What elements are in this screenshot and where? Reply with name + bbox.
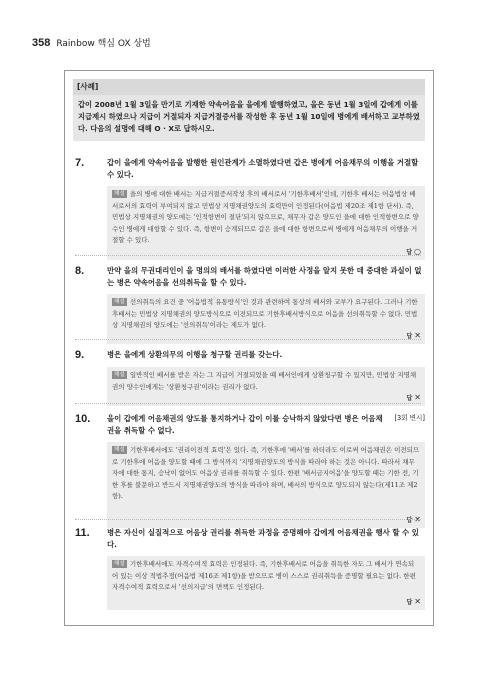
question-text-body: 을이 갑에게 어음채권의 양도를 통지하거나 갑이 이를 승낙하지 않았다면 병은 어음채권을 취득할 수 없다.: [107, 414, 383, 435]
answer-mark: ○: [414, 246, 421, 256]
case-title: [사례]: [73, 79, 425, 95]
answer-label: 답: [406, 332, 413, 340]
explanation-box: [107, 186, 425, 260]
explanation-text: 기한후배서에도 자격수여적 효력은 인정된다. 즉, 기한후배서로 어음을 취득한 자도 그 배서가 연속되어 있는 이상 적법추정(어음법 제16조 제1항)을 받으므로 병이 스스로 권리취득을 증명할 필요는 없다. 한편 자격수여적 효력으로서 '선의지급'의 면책도 인정된다.: [112, 560, 416, 591]
question-11: [75, 527, 425, 610]
answer-mark: ✕: [414, 392, 421, 402]
case-box: [64, 70, 434, 626]
divider: [75, 403, 421, 404]
question-text: [107, 413, 425, 436]
explanation-tag: 해설: [114, 561, 125, 567]
answer-mark: ✕: [414, 330, 421, 340]
question-10: [75, 413, 425, 528]
answer-label: 답: [406, 394, 413, 402]
question-number: 9.: [75, 349, 85, 361]
answer: [407, 330, 422, 343]
question-number: 11.: [75, 527, 90, 539]
page-header: [32, 36, 151, 49]
explanation-text: 선의취득의 요건 중 '어음법적 유통방식'인 것과 관련하여 통상의 배서와 교부가 요구된다. 그러나 기한후배서는 민법상 지명채권의 양도방식으로 이전되므로 기한후배서방식으로 어음을 선의취득할 수 없다. 민법상 지명채권의 양도에는 '선의취득'이라는 제도가 없다.: [112, 298, 418, 329]
question-text: 갑이 을에게 약속어음을 발행한 원인관계가 소멸하였다면 갑은 병에게 어음채무의 이행을 거절할 수 있다.: [107, 158, 419, 179]
explanation-tag: 해설: [114, 191, 125, 197]
divider: [75, 519, 421, 520]
divider: [75, 255, 421, 256]
page-number: 358: [32, 37, 51, 49]
explanation-text: 을의 병에 대한 배서는 지급거절증서작성 후의 배서로서 '기한후배서'인데, 기한후 배서는 어음법상 배서로서의 효력이 부여되지 않고 민법상 지명채권양도의 효력만이 인정된다(어음법 제20조 제1항 단서). 즉, 민법상 지명채권의 양도에는 '인적항변이 절단'되지 않으므로, 채무자 갑은 양도인 을에 대한 인적항변으로 양수인 병에게 대항할 수 있다. 즉, 항변이 승계되므로 갑은 을에 대한 항변으로써 병에게 어음채무의 이행을 거절할 수 있다.: [112, 190, 419, 244]
question-8: [75, 265, 425, 344]
answer-mark: ✕: [414, 514, 421, 524]
explanation-box: [107, 556, 425, 610]
explanation-tag: 해설: [114, 299, 125, 305]
explanation-tag: 해설: [114, 372, 125, 378]
explanation-text: 일반적인 배서를 받은 자는 그 지급이 거절되었을 때 배서인에게 상환청구할 수 있지만, 민법상 지명채권의 양수인에게는 '상환청구권'이라는 권리가 없다.: [112, 371, 417, 391]
answer-label: 답: [406, 516, 413, 524]
book-title: Rainbow 핵심 OX 상법: [56, 39, 151, 49]
explanation-box: [107, 442, 425, 528]
answer: [407, 596, 422, 609]
question-9: [75, 349, 425, 406]
question-text: 병은 자신이 실질적으로 어음상 권리를 취득한 과정을 증명해야 갑에게 어음채권을 행사 할 수 있다.: [107, 528, 419, 549]
question-number: 7.: [75, 157, 85, 169]
case-text: 갑이 2008년 1월 3일을 만기로 기재한 약속어음을 을에게 발행하였고, 을은 동년 1월 3일에 갑에게 이를 지급제시 하였으나 지급이 거절되자 지급거절증서를 작성한 후 동년 1월 10일에 병에게 배서하고 교부하였다. 다음의 설명에 대해 O · X로 답하시오.: [73, 95, 425, 141]
question-text: 만약 을의 무권대리인이 을 명의의 배서를 하였다면 이러한 사정을 알지 못한 데 중대한 과실이 없는 병은 약속어음을 선의취득을 할 수 있다.: [107, 266, 422, 287]
question-number: 8.: [75, 265, 85, 277]
explanation-box: [107, 367, 425, 406]
answer-mark: ✕: [414, 596, 421, 606]
answer-label: 답: [406, 248, 413, 256]
divider: [75, 339, 421, 340]
explanation-tag: 해설: [114, 447, 125, 453]
answer: [406, 246, 421, 259]
question-number: 10.: [75, 413, 91, 425]
question-7: [75, 157, 425, 260]
explanation-box: [107, 294, 425, 344]
answer-label: 답: [406, 598, 413, 606]
exam-reference: [3회 변시]: [394, 414, 425, 422]
question-text: 병은 을에게 상환의무의 이행을 청구할 권리를 갖는다.: [107, 350, 283, 359]
explanation-text: 기한후배서에도 '권리이전적 효력'은 있다. 즉, 기한후에 '배서'를 하더라도 이로써 어음채권은 이전되므로 기한후에 어음을 양도할 때에 그 방식까지 '지명채권양도의 방식을 따라야 하는 것은 아니다. 따라서 채무자에 대한 통지, 승낙이 없어도 어음상 권리를 취득할 수 있다. 한편 '배서금지어음'을 양도할 때는 기한 전, 기한 후를 불문하고 반드시 지명채권양도의 방식을 따라야 하며, 배서의 방식으로 양도되지 않는다(제11조 제2항).: [112, 446, 420, 500]
